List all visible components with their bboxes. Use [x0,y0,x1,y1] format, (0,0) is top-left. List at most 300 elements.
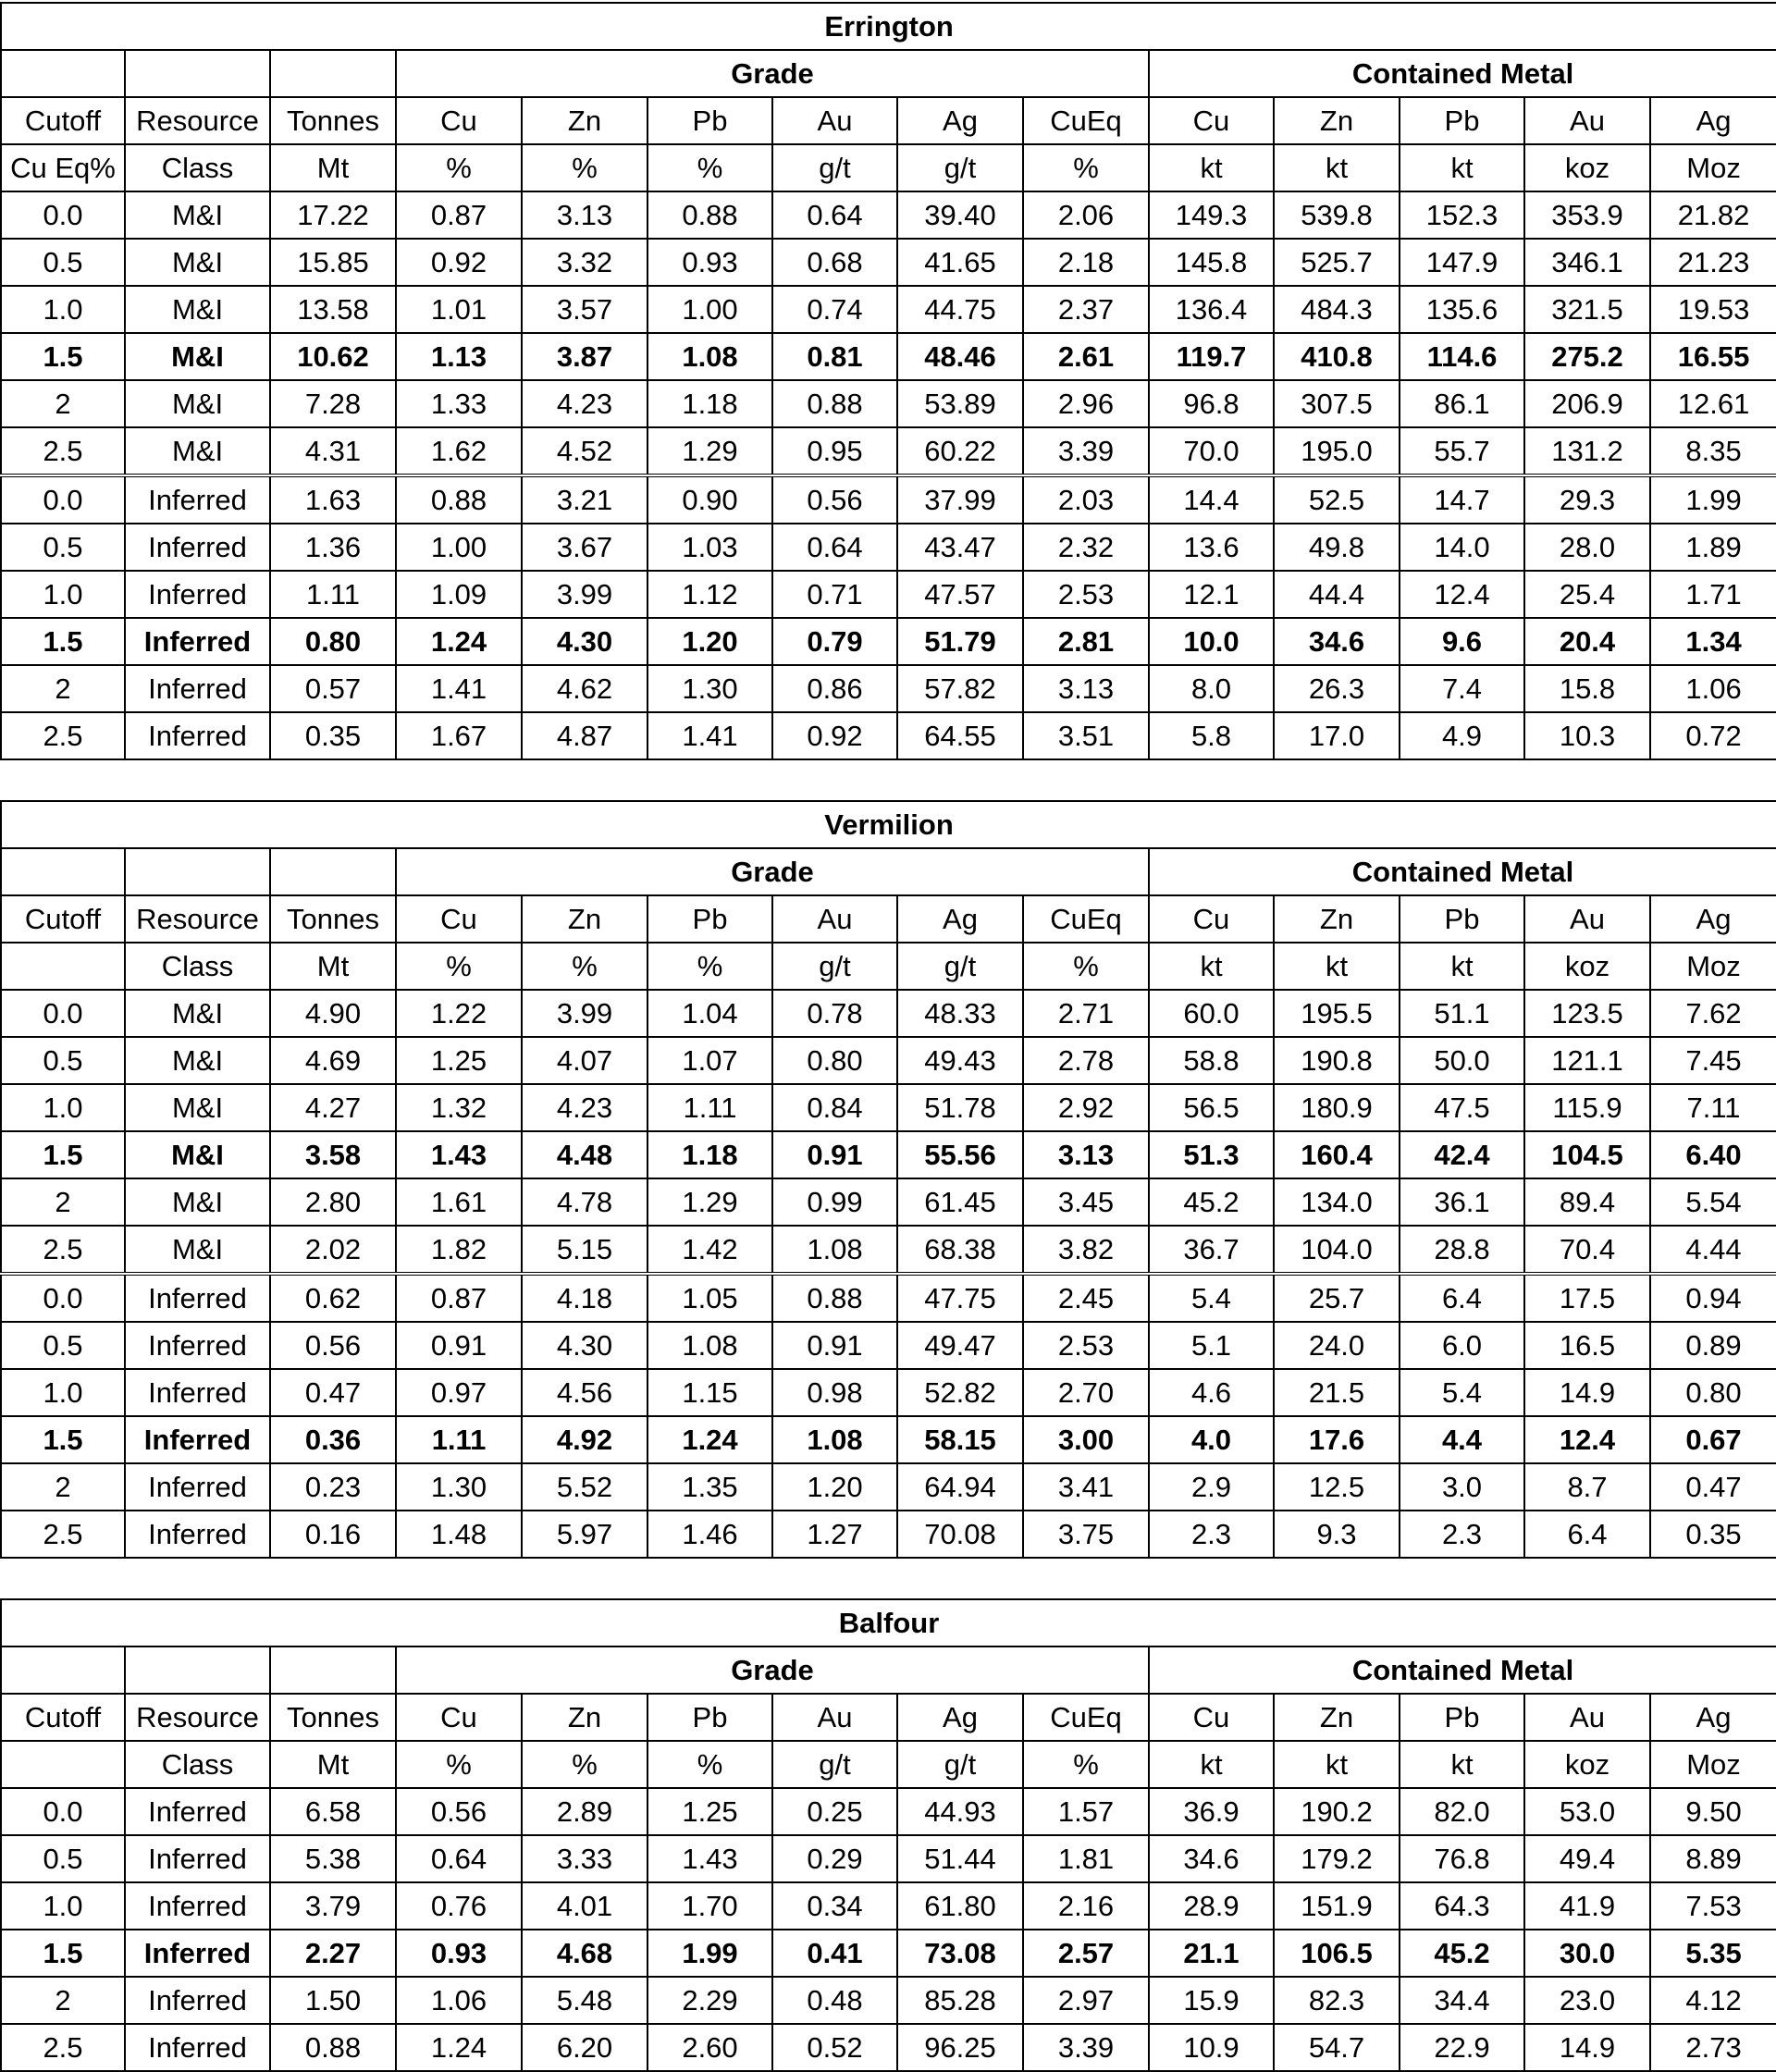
table-cell: 0.47 [1650,1463,1776,1511]
table-cell: 52.5 [1274,475,1400,524]
table-cell: 1.0 [1,286,125,333]
unit-header: % [522,943,648,990]
table-cell: 206.9 [1524,380,1650,427]
table-cell: 0.67 [1650,1416,1776,1463]
table-cell: 2.60 [648,2024,772,2071]
column-header: CuEq [1023,97,1149,144]
unit-header: % [1023,144,1149,191]
table-cell: 0.56 [772,475,897,524]
table-cell: 2.80 [270,1178,396,1226]
table-cell: 56.5 [1149,1084,1274,1131]
table-cell: 0.16 [270,1511,396,1558]
table-cell: 51.3 [1149,1131,1274,1178]
table-cell: 4.01 [522,1882,648,1930]
table-cell: 64.94 [897,1463,1023,1511]
table-cell: 5.35 [1650,1930,1776,1977]
table-cell: 0.36 [270,1416,396,1463]
table-cell: 2.18 [1023,239,1149,286]
table-cell: 86.1 [1400,380,1524,427]
unit-header: koz [1524,1741,1650,1788]
unit-header [1,1741,125,1788]
table-cell: 1.13 [396,333,522,380]
table-cell: 4.62 [522,665,648,712]
unit-header: Class [125,144,270,191]
column-header: Pb [648,97,772,144]
table-cell: 0.64 [772,191,897,239]
unit-header: Moz [1650,1741,1776,1788]
table-cell: 49.8 [1274,524,1400,571]
table-cell: 14.7 [1400,475,1524,524]
table-cell: Inferred [125,1274,270,1322]
table-cell: 321.5 [1524,286,1650,333]
table-cell: 0.91 [396,1322,522,1369]
column-header-row [1,97,1776,144]
column-header: CuEq [1023,1694,1149,1741]
table-cell: Inferred [125,1369,270,1416]
table-cell: 1.5 [1,1930,125,1977]
table-row [1,1882,1776,1930]
table-cell: 3.58 [270,1131,396,1178]
table-row [1,475,1776,524]
table-cell: 17.6 [1274,1416,1400,1463]
column-header: Cu [1149,97,1274,144]
table-cell: 7.53 [1650,1882,1776,1930]
table-row [1,1930,1776,1977]
table-cell: 7.4 [1400,665,1524,712]
column-header: Au [1524,895,1650,943]
table-cell: 49.47 [897,1322,1023,1369]
table-cell: 22.9 [1400,2024,1524,2071]
column-header: Ag [897,97,1023,144]
unit-header: % [396,144,522,191]
table-cell: 4.78 [522,1178,648,1226]
table-cell: 12.1 [1149,571,1274,618]
table-cell: 1.99 [1650,475,1776,524]
table-cell: 21.5 [1274,1369,1400,1416]
table-cell: 7.28 [270,380,396,427]
column-header: Cu [396,895,522,943]
balfour-table [0,1598,1776,2072]
table-cell: 45.2 [1400,1930,1524,1977]
table-cell: 1.29 [648,427,772,475]
table-cell: 61.80 [897,1882,1023,1930]
table-cell: 0.35 [1650,1511,1776,1558]
table-cell: 1.50 [270,1977,396,2024]
table-cell: 0.89 [1650,1322,1776,1369]
unit-header: kt [1400,144,1524,191]
column-header: Au [1524,1694,1650,1741]
table-cell: 10.3 [1524,712,1650,759]
column-header: Ag [1650,895,1776,943]
table-cell: 82.3 [1274,1977,1400,2024]
table-cell: Inferred [125,1511,270,1558]
table-cell: 1.32 [396,1084,522,1131]
table-cell: 51.1 [1400,990,1524,1037]
table-cell: 0.35 [270,712,396,759]
table-cell: 1.46 [648,1511,772,1558]
table-cell: 61.45 [897,1178,1023,1226]
column-header: Ag [1650,97,1776,144]
unit-header: Cu Eq% [1,144,125,191]
table-cell: 136.4 [1149,286,1274,333]
table-cell: 0.0 [1,990,125,1037]
table-cell: 2.81 [1023,618,1149,665]
unit-header: kt [1149,144,1274,191]
table-cell: 5.8 [1149,712,1274,759]
table-cell: 2 [1,1463,125,1511]
table-cell: 1.24 [648,1416,772,1463]
table-cell: 2.02 [270,1226,396,1274]
table-cell: 1.20 [772,1463,897,1511]
table-cell: M&I [125,427,270,475]
column-header: Zn [1274,895,1400,943]
table-cell: 25.4 [1524,571,1650,618]
table-cell: 10.9 [1149,2024,1274,2071]
table-cell: 1.71 [1650,571,1776,618]
table-cell: 353.9 [1524,191,1650,239]
column-header: Zn [522,97,648,144]
table-cell: 1.43 [648,1835,772,1882]
table-cell: 0.29 [772,1835,897,1882]
table-cell: 1.11 [396,1416,522,1463]
table-title-row [1,1599,1776,1646]
table-cell: 2.73 [1650,2024,1776,2071]
column-header: Zn [1274,1694,1400,1741]
table-cell: 15.85 [270,239,396,286]
table-cell: 4.90 [270,990,396,1037]
empty-header-cell [1,1646,125,1694]
unit-header: g/t [772,144,897,191]
table-cell: 7.62 [1650,990,1776,1037]
table-row [1,1274,1776,1322]
table-cell: 147.9 [1400,239,1524,286]
table-cell: 1.11 [270,571,396,618]
column-header: Cutoff [1,97,125,144]
table-cell: 9.6 [1400,618,1524,665]
table-cell: 2.37 [1023,286,1149,333]
table-cell: M&I [125,1037,270,1084]
grade-group-header: Grade [396,848,1149,895]
table-cell: 36.9 [1149,1788,1274,1835]
table-cell: 3.0 [1400,1463,1524,1511]
empty-header-cell [125,1646,270,1694]
table-cell: 34.6 [1149,1835,1274,1882]
unit-header: % [648,943,772,990]
table-cell: M&I [125,1131,270,1178]
table-cell: 4.92 [522,1416,648,1463]
table-cell: 0.47 [270,1369,396,1416]
table-row [1,1463,1776,1511]
unit-header: Moz [1650,144,1776,191]
table-cell: 1.36 [270,524,396,571]
table-cell: 4.56 [522,1369,648,1416]
contained-metal-group-header: Contained Metal [1149,1646,1776,1694]
table-cell: 121.1 [1524,1037,1650,1084]
table-title: Errington [1,3,1776,50]
table-cell: 45.2 [1149,1178,1274,1226]
unit-header: % [1023,1741,1149,1788]
table-cell: 0.81 [772,333,897,380]
table-cell: 21.82 [1650,191,1776,239]
table-cell: 96.8 [1149,380,1274,427]
table-cell: 49.4 [1524,1835,1650,1882]
table-cell: 10.62 [270,333,396,380]
table-cell: 0.0 [1,1788,125,1835]
unit-header: g/t [772,943,897,990]
table-cell: 41.65 [897,239,1023,286]
table-cell: 1.41 [396,665,522,712]
table-cell: 0.93 [396,1930,522,1977]
table-cell: 2.5 [1,427,125,475]
table-cell: 20.4 [1524,618,1650,665]
table-cell: M&I [125,286,270,333]
table-cell: 14.4 [1149,475,1274,524]
table-cell: 36.1 [1400,1178,1524,1226]
table-cell: 2.16 [1023,1882,1149,1930]
table-cell: 1.63 [270,475,396,524]
table-cell: 1.06 [396,1977,522,2024]
table-cell: 64.55 [897,712,1023,759]
table-cell: 152.3 [1400,191,1524,239]
table-cell: 2.3 [1149,1511,1274,1558]
table-row [1,712,1776,759]
table-cell: 5.97 [522,1511,648,1558]
unit-header: % [522,144,648,191]
table-cell: 0.88 [396,475,522,524]
table-cell: 1.35 [648,1463,772,1511]
table-cell: 2.27 [270,1930,396,1977]
table-cell: 4.27 [270,1084,396,1131]
table-cell: 73.08 [897,1930,1023,1977]
table-cell: 49.43 [897,1037,1023,1084]
table-cell: 7.45 [1650,1037,1776,1084]
table-cell: 2.06 [1023,191,1149,239]
table-cell: 2.03 [1023,475,1149,524]
table-cell: 4.23 [522,380,648,427]
table-cell: 0.71 [772,571,897,618]
table-cell: 44.93 [897,1788,1023,1835]
table-cell: 4.30 [522,1322,648,1369]
table-cell: 1.05 [648,1274,772,1322]
table-cell: 2 [1,1178,125,1226]
table-cell: 2.71 [1023,990,1149,1037]
table-cell: M&I [125,1178,270,1226]
table-cell: 8.89 [1650,1835,1776,1882]
table-cell: 1.20 [648,618,772,665]
table-cell: 0.0 [1,475,125,524]
table-cell: 68.38 [897,1226,1023,1274]
unit-header: Moz [1650,943,1776,990]
table-cell: 0.88 [648,191,772,239]
table-row [1,427,1776,475]
group-header-row [1,50,1776,97]
table-cell: 4.0 [1149,1416,1274,1463]
table-cell: 135.6 [1400,286,1524,333]
table-cell: Inferred [125,1322,270,1369]
table-cell: 1.29 [648,1178,772,1226]
table-cell: 1.67 [396,712,522,759]
table-cell: 0.34 [772,1882,897,1930]
table-cell: 6.40 [1650,1131,1776,1178]
table-cell: 1.06 [1650,665,1776,712]
table-cell: 0.99 [772,1178,897,1226]
table-cell: Inferred [125,618,270,665]
table-cell: 1.00 [648,286,772,333]
table-cell: 3.13 [522,191,648,239]
table-cell: 28.0 [1524,524,1650,571]
table-cell: 0.80 [1650,1369,1776,1416]
table-cell: 6.58 [270,1788,396,1835]
vermilion-table [0,800,1776,1559]
table-cell: Inferred [125,1930,270,1977]
column-header: Resource [125,895,270,943]
table-row [1,1835,1776,1882]
table-cell: 1.30 [648,665,772,712]
table-cell: 76.8 [1400,1835,1524,1882]
table-cell: 3.57 [522,286,648,333]
table-cell: 0.97 [396,1369,522,1416]
table-cell: 0.74 [772,286,897,333]
table-cell: 51.78 [897,1084,1023,1131]
table-cell: 1.89 [1650,524,1776,571]
column-header: Ag [897,895,1023,943]
table-row [1,665,1776,712]
column-header: Ag [897,1694,1023,1741]
table-cell: 17.0 [1274,712,1400,759]
table-cell: 0.88 [270,2024,396,2071]
table-cell: 64.3 [1400,1882,1524,1930]
table-cell: 5.54 [1650,1178,1776,1226]
table-cell: 1.27 [772,1511,897,1558]
table-cell: 21.23 [1650,239,1776,286]
unit-header: Mt [270,943,396,990]
table-cell: 5.15 [522,1226,648,1274]
table-cell: 3.13 [1023,1131,1149,1178]
contained-metal-group-header: Contained Metal [1149,50,1776,97]
table-cell: Inferred [125,1463,270,1511]
column-header: Cutoff [1,1694,125,1741]
units-header-row [1,144,1776,191]
table-cell: 180.9 [1274,1084,1400,1131]
table-cell: 19.53 [1650,286,1776,333]
table-cell: 1.0 [1,1369,125,1416]
table-cell: 8.0 [1149,665,1274,712]
table-cell: 10.0 [1149,618,1274,665]
table-cell: 410.8 [1274,333,1400,380]
table-cell: 1.0 [1,571,125,618]
table-cell: 12.5 [1274,1463,1400,1511]
table-cell: 4.68 [522,1930,648,1977]
table-cell: 190.8 [1274,1037,1400,1084]
table-cell: 1.18 [648,380,772,427]
table-cell: 5.48 [522,1977,648,2024]
table-cell: 29.3 [1524,475,1650,524]
table-cell: 4.87 [522,712,648,759]
table-cell: 0.5 [1,524,125,571]
table-cell: 0.5 [1,1322,125,1369]
table-cell: Inferred [125,571,270,618]
empty-header-cell [125,848,270,895]
unit-header: kt [1274,144,1400,191]
unit-header: koz [1524,943,1650,990]
table-cell: 34.6 [1274,618,1400,665]
column-header: Zn [1274,97,1400,144]
table-row [1,380,1776,427]
table-cell: 0.91 [772,1322,897,1369]
table-cell: 2.97 [1023,1977,1149,2024]
table-cell: 0.90 [648,475,772,524]
table-cell: 53.0 [1524,1788,1650,1835]
column-header: Pb [648,1694,772,1741]
table-cell: 42.4 [1400,1131,1524,1178]
table-cell: 60.22 [897,427,1023,475]
table-cell: 525.7 [1274,239,1400,286]
table-cell: M&I [125,333,270,380]
table-cell: 4.30 [522,618,648,665]
table-cell: 47.57 [897,571,1023,618]
table-cell: 3.99 [522,990,648,1037]
table-cell: 53.89 [897,380,1023,427]
column-header: Tonnes [270,97,396,144]
table-cell: 0.80 [772,1037,897,1084]
table-row [1,1369,1776,1416]
table-row [1,333,1776,380]
errington-table [0,2,1776,760]
table-cell: 41.9 [1524,1882,1650,1930]
column-header: Tonnes [270,1694,396,1741]
table-cell: 2.5 [1,1226,125,1274]
table-cell: 1.03 [648,524,772,571]
table-cell: 3.87 [522,333,648,380]
table-row [1,1788,1776,1835]
table-cell: 50.0 [1400,1037,1524,1084]
units-header-row [1,1741,1776,1788]
table-cell: 1.24 [396,618,522,665]
table-cell: 1.5 [1,618,125,665]
column-header: Resource [125,1694,270,1741]
table-cell: 2.5 [1,2024,125,2071]
table-cell: 0.79 [772,618,897,665]
table-cell: 114.6 [1400,333,1524,380]
table-cell: 16.55 [1650,333,1776,380]
table-cell: 1.62 [396,427,522,475]
table-cell: 0.94 [1650,1274,1776,1322]
table-cell: 3.33 [522,1835,648,1882]
table-cell: 3.00 [1023,1416,1149,1463]
table-cell: 0.78 [772,990,897,1037]
table-cell: 0.0 [1,191,125,239]
table-cell: M&I [125,380,270,427]
table-cell: 48.46 [897,333,1023,380]
unit-header [1,943,125,990]
table-row [1,239,1776,286]
table-cell: 17.22 [270,191,396,239]
table-cell: 2.5 [1,712,125,759]
table-cell: 4.4 [1400,1416,1524,1463]
table-cell: 2 [1,1977,125,2024]
table-cell: 1.08 [772,1226,897,1274]
table-cell: 1.11 [648,1084,772,1131]
table-row [1,571,1776,618]
table-cell: 15.9 [1149,1977,1274,2024]
table-cell: 145.8 [1149,239,1274,286]
table-cell: Inferred [125,665,270,712]
table-cell: 70.0 [1149,427,1274,475]
table-cell: 0.64 [396,1835,522,1882]
table-cell: 3.32 [522,239,648,286]
table-cell: 6.4 [1400,1274,1524,1322]
table-cell: 28.9 [1149,1882,1274,1930]
